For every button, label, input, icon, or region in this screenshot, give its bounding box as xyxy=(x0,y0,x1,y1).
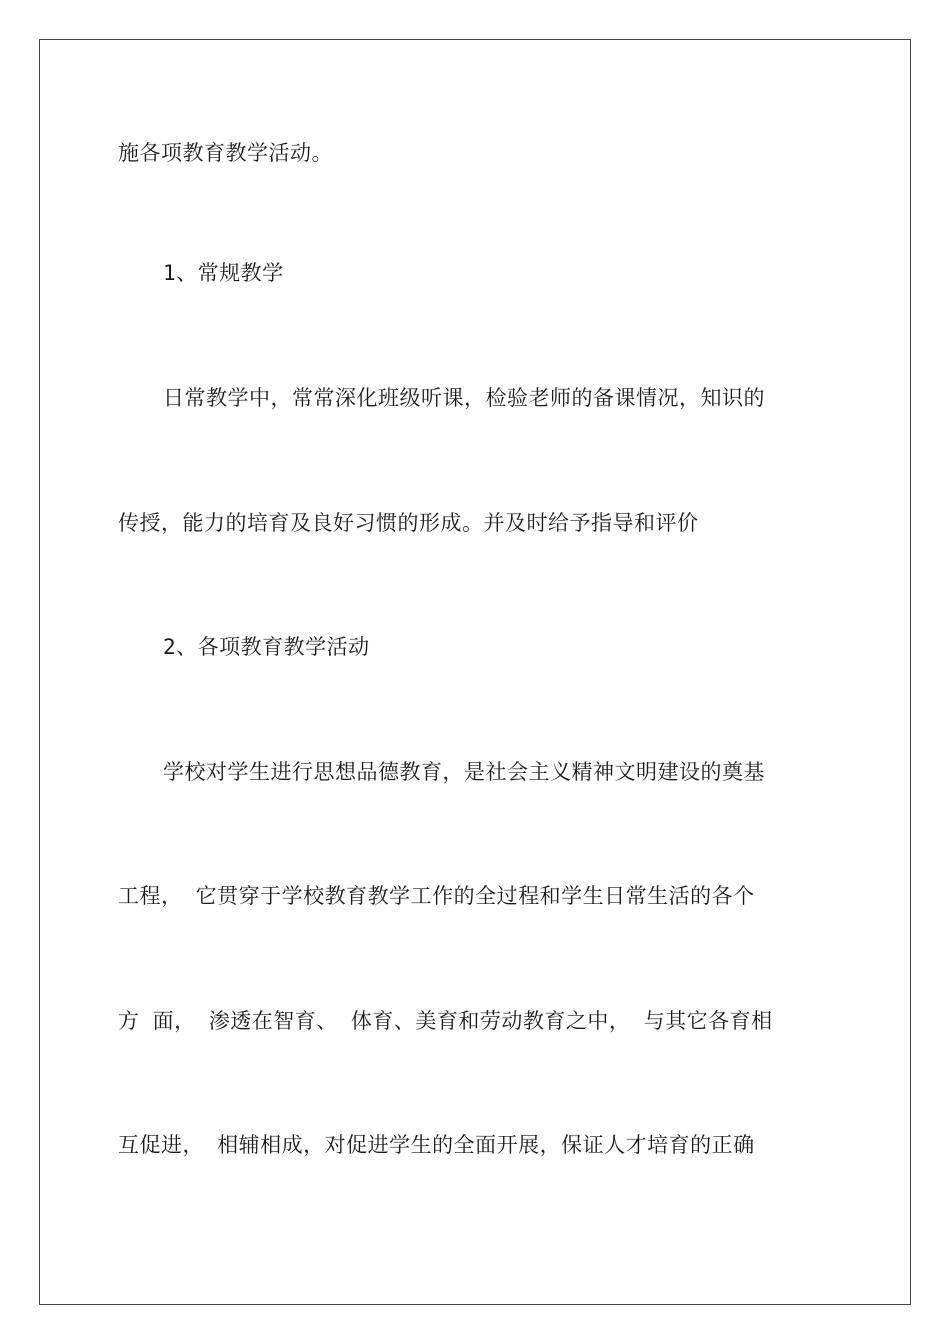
paragraph-line: 日常教学中，常常深化班级听课，检验老师的备课情况，知识的 xyxy=(163,386,765,410)
section-heading-activities: 2、各项教育教学活动 xyxy=(163,635,370,659)
paragraph-line: 互促进， 相辅相成，对促进学生的全面开展，保证人才培育的正确 xyxy=(118,1133,755,1157)
paragraph-line: 传授，能力的培育及良好习惯的形成。并及时给予指导和评价 xyxy=(118,511,699,535)
paragraph-line-continuation: 施各项教育教学活动。 xyxy=(118,141,333,165)
paragraph-line: 工程， 它贯穿于学校教育教学工作的全过程和学生日常生活的各个 xyxy=(118,884,755,908)
paragraph-line: 学校对学生进行思想品德教育，是社会主义精神文明建设的奠基 xyxy=(163,760,765,784)
page-frame xyxy=(39,39,911,1305)
paragraph-line: 方 面， 渗透在智育、 体育、美育和劳动教育之中， 与其它各育相 xyxy=(118,1009,773,1033)
section-heading-routine-teaching: 1、常规教学 xyxy=(163,261,284,285)
